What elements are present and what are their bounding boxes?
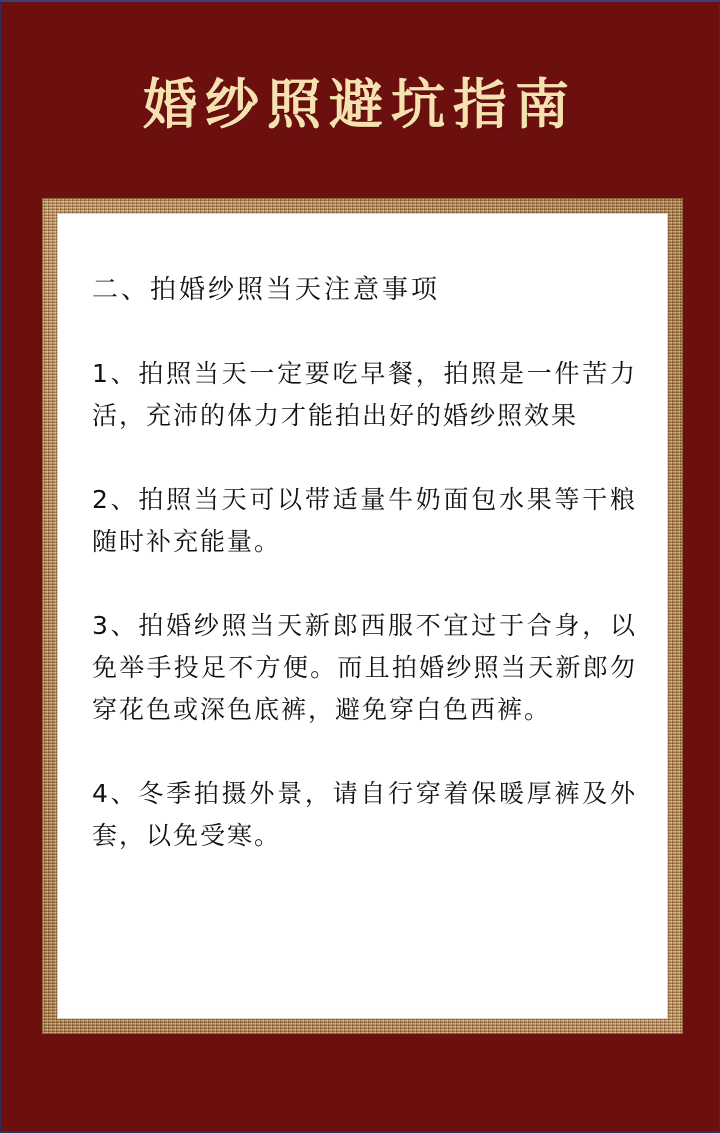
section-heading: 二、拍婚纱照当天注意事项 — [92, 275, 441, 305]
burlap-frame — [42, 198, 683, 1034]
tip-item-4: 4、冬季拍摄外景，请自行穿着保暖厚裤及外套，以免受寒。 — [92, 779, 637, 850]
content-body — [92, 269, 637, 899]
tip-item-2: 2、拍照当天可以带适量牛奶面包水果等干粮随时补充能量。 — [92, 485, 637, 556]
content-panel — [57, 213, 668, 1019]
page-title: 婚纱照避坑指南 — [143, 73, 577, 136]
tip-item-1: 1、拍照当天一定要吃早餐，拍照是一件苦力活，充沛的体力才能拍出好的婚纱照效果 — [92, 359, 637, 430]
tip-item-3: 3、拍婚纱照当天新郎西服不宜过于合身，以免举手投足不方便。而且拍婚纱照当天新郎勿穿花色或深色底裤，避免穿白色西裤。 — [92, 611, 637, 724]
